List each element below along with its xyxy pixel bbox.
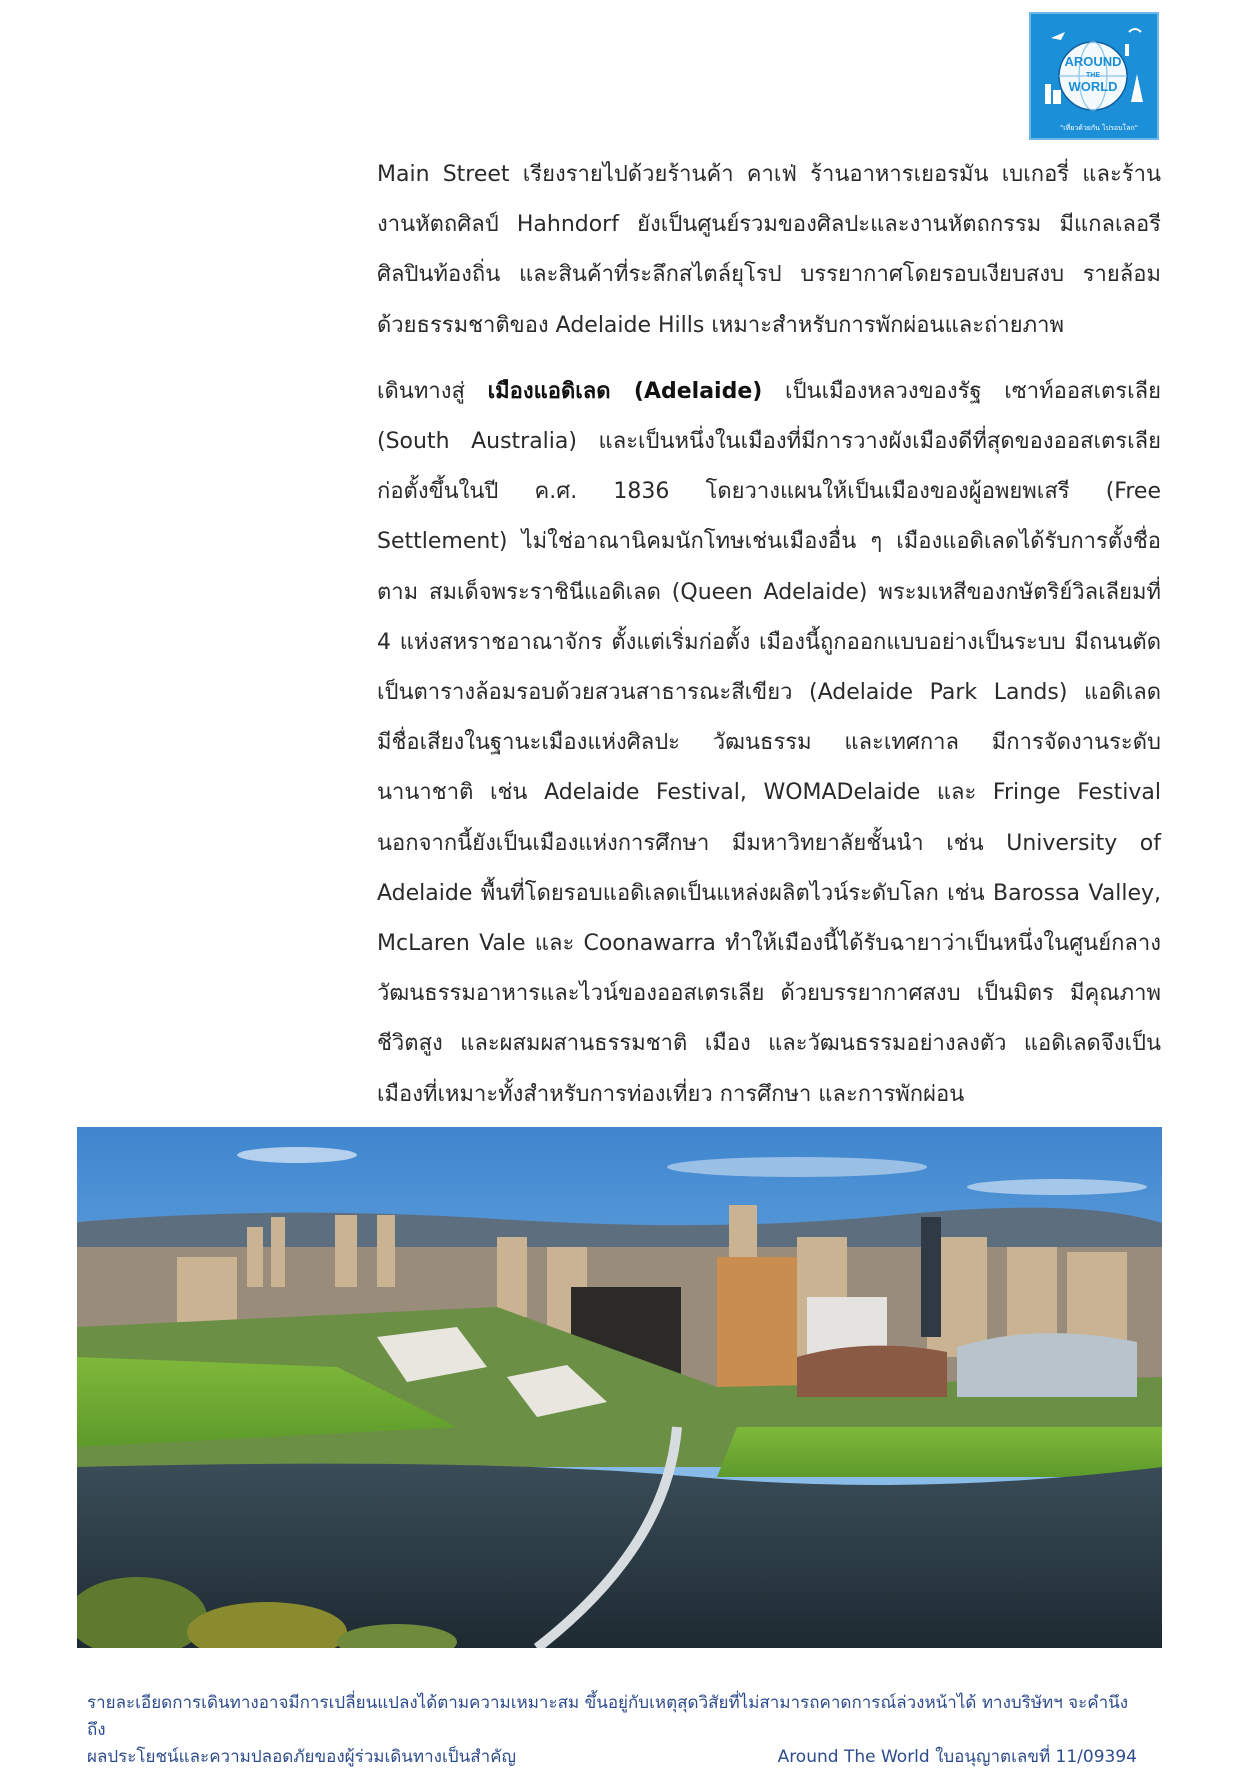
logo-text-around: AROUND [1064,54,1122,69]
footer-line-2 [87,1744,1137,1771]
footer-disclaimer [87,1690,1137,1771]
paragraph-lead: เดินทางสู่ [377,378,488,404]
logo-text-world: WORLD [1068,79,1118,94]
paragraph-hahndorf: Main Street เรียงรายไปด้วยร้านค้า คาเฟ่ ร้านอาหารเยอรมัน เบเกอรี่ และร้านงานหัตถศิลป์ Hahndorf ยังเป็นศูนย์รวมของศิลปะและงานหัตถกรรม มีแกลเลอรี ศิลปินท้องถิ่น และสินค้าที่ระลึกสไตล์ยุโรป บรรยากาศโดยรอบเงียบสงบ รายล้อมด้วยธรรมชาติของ Adelaide Hills เหมาะสำหรับการพักผ่อนและถ่ายภาพ [377,162,1161,338]
footer-line-1: รายละเอียดการเดินทางอาจมีการเปลี่ยนแปลงได้ตามความเหมาะสม ขึ้นอยู่กับเหตุสุดวิสัยที่ไม่สามารถคาดการณ์ล่วงหน้าได้ ทางบริษัทฯ จะคำนึงถึง [87,1693,1129,1740]
footer-license: Around The World ใบอนุญาตเลขที่ 11/09394 [777,1747,1137,1767]
article-body [377,150,1161,1120]
logo-tagline: "เที่ยวด้วยกัน ไปรอบโลก" [1060,124,1138,132]
company-logo [1029,12,1159,140]
footer-note: ผลประโยชน์และความปลอดภัยของผู้ร่วมเดินทางเป็นสำคัญ [87,1747,516,1767]
paragraph-adelaide [377,367,1161,1120]
adelaide-city-photo [77,1127,1162,1648]
logo-text-the: THE [1086,72,1100,79]
adelaide-heading-bold: เมืองแอดิเลด (Adelaide) [487,378,763,404]
paragraph-body: เป็นเมืองหลวงของรัฐ เซาท์ออสเตรเลีย (South Australia) และเป็นหนึ่งในเมืองที่มีการวางผังเมืองดีที่สุดของออสเตรเลีย ก่อตั้งขึ้นในปี ค.ศ. 1836 โดยวางแผนให้เป็นเมืองของผู้อพยพเสรี (Free Settlement) ไม่ใช่อาณานิคมนักโทษเช่นเมืองอื่น ๆ เมืองแอดิเลดได้รับการตั้งชื่อตาม สมเด็จพระราชินีแอดิเลด (Queen Adelaide) พระมเหสีของกษัตริย์วิลเลียมที่ 4 แห่งสหราชอาณาจักร ตั้งแต่เริ่มก่อตั้ง เมืองนี้ถูกออกแบบอย่างเป็นระบบ มีถนนตัดเป็นตารางล้อมรอบด้วยสวนสาธารณะสีเขียว (Adelaide Park Lands) แอดิเลดมีชื่อเสียงในฐานะเมืองแห่งศิลปะ วัฒนธรรม และเทศกาล มีการจัดงานระดับนานาชาติ เช่น Adelaide Festival, WOMADelaide และ Fringe Festival นอกจากนี้ยังเป็นเมืองแห่งการศึกษา มีมหาวิทยาลัยชั้นนำ เช่น University of Adelaide พื้นที่โดยรอบแอดิเลดเป็นแหล่งผลิตไวน์ระดับโลก เช่น Barossa Valley, McLaren Vale และ Coonawarra ทำให้เมืองนี้ได้รับฉายาว่าเป็นหนึ่งในศูนย์กลางวัฒนธรรมอาหารและไวน์ของออสเตรเลีย ด้วยบรรยากาศสงบ เป็นมิตร มีคุณภาพชีวิตสูง และผสมผสานธรรมชาติ เมือง และวัฒนธรรมอย่างลงตัว แอดิเลดจึงเป็นเมืองที่เหมาะทั้งสำหรับการท่องเที่ยว การศึกษา และการพักผ่อน [377,378,1161,1107]
